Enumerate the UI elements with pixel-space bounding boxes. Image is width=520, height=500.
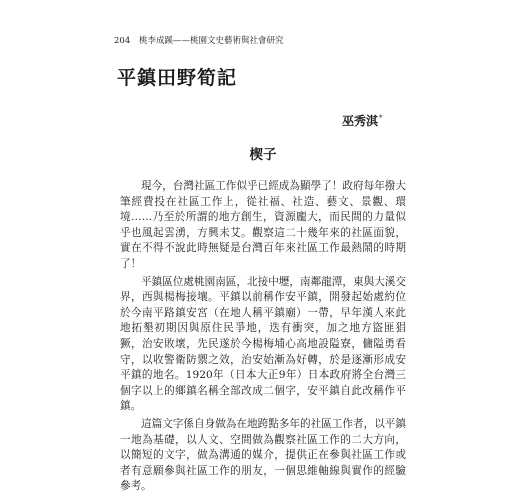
body-text [120,179,406,497]
article-title: 平鎮田野筍記 [117,67,238,89]
author-footnote-mark: * [379,114,383,122]
page-number: 204 [114,36,131,46]
section-heading: 楔子 [249,147,277,163]
author-name: 巫秀淇 [342,114,379,128]
author-byline [342,110,383,129]
paragraph-1: 現今，台灣社區工作似乎已經成為顯學了！政府每年撥大筆經費投在社區工作上，從社福、社造、藝文、景觀、環境……乃至於所謂的地方創生，資源龐大，而民間的力量似乎也風起雲湧，方興未艾。觀察這二十幾年來的社區面貌，實在不得不說此時無疑是台灣百年來社區工作最熱鬧的時期了！ [120,180,406,270]
running-header [114,35,283,47]
paragraph-2: 平鎮區位處桃園南區，北接中壢，南鄰龍潭，東與大溪交界，西與楊梅接壤。平鎮以前稱作安平鎮，開發起始處約位於今南平路鎮安宮（在地人稱平鎮廟）一帶，早年漢人來此地拓墾初期因與原住民爭地，迭有衝突，加之地方盜匪猖獗，治安敗壞，先民遂於今楊梅埔心高地設隘寮，傭隘勇看守，以收警衛防禦之效，治安始漸為好轉，於是逐漸形成安平鎮的地名。1920年（日本大正9年）日本政府將全台灣三個字以上的鄉鎮名稱全部改成二個字，安平鎮自此改稱作平鎮。 [120,275,406,413]
paragraph-3: 這篇文字係自身做為在地跨點多年的社區工作者，以平鎮一地為基礎，以人文、空間做為觀察社區工作的二大方向，以簡短的文字，做為溝通的媒介，提供正在參與社區工作或者有意願參與社區工作的朋友，一個思維軸線與實作的經驗參考。 [120,417,406,493]
running-title: 桃李成蹊——桃園文史藝術與社會研究 [138,36,284,46]
